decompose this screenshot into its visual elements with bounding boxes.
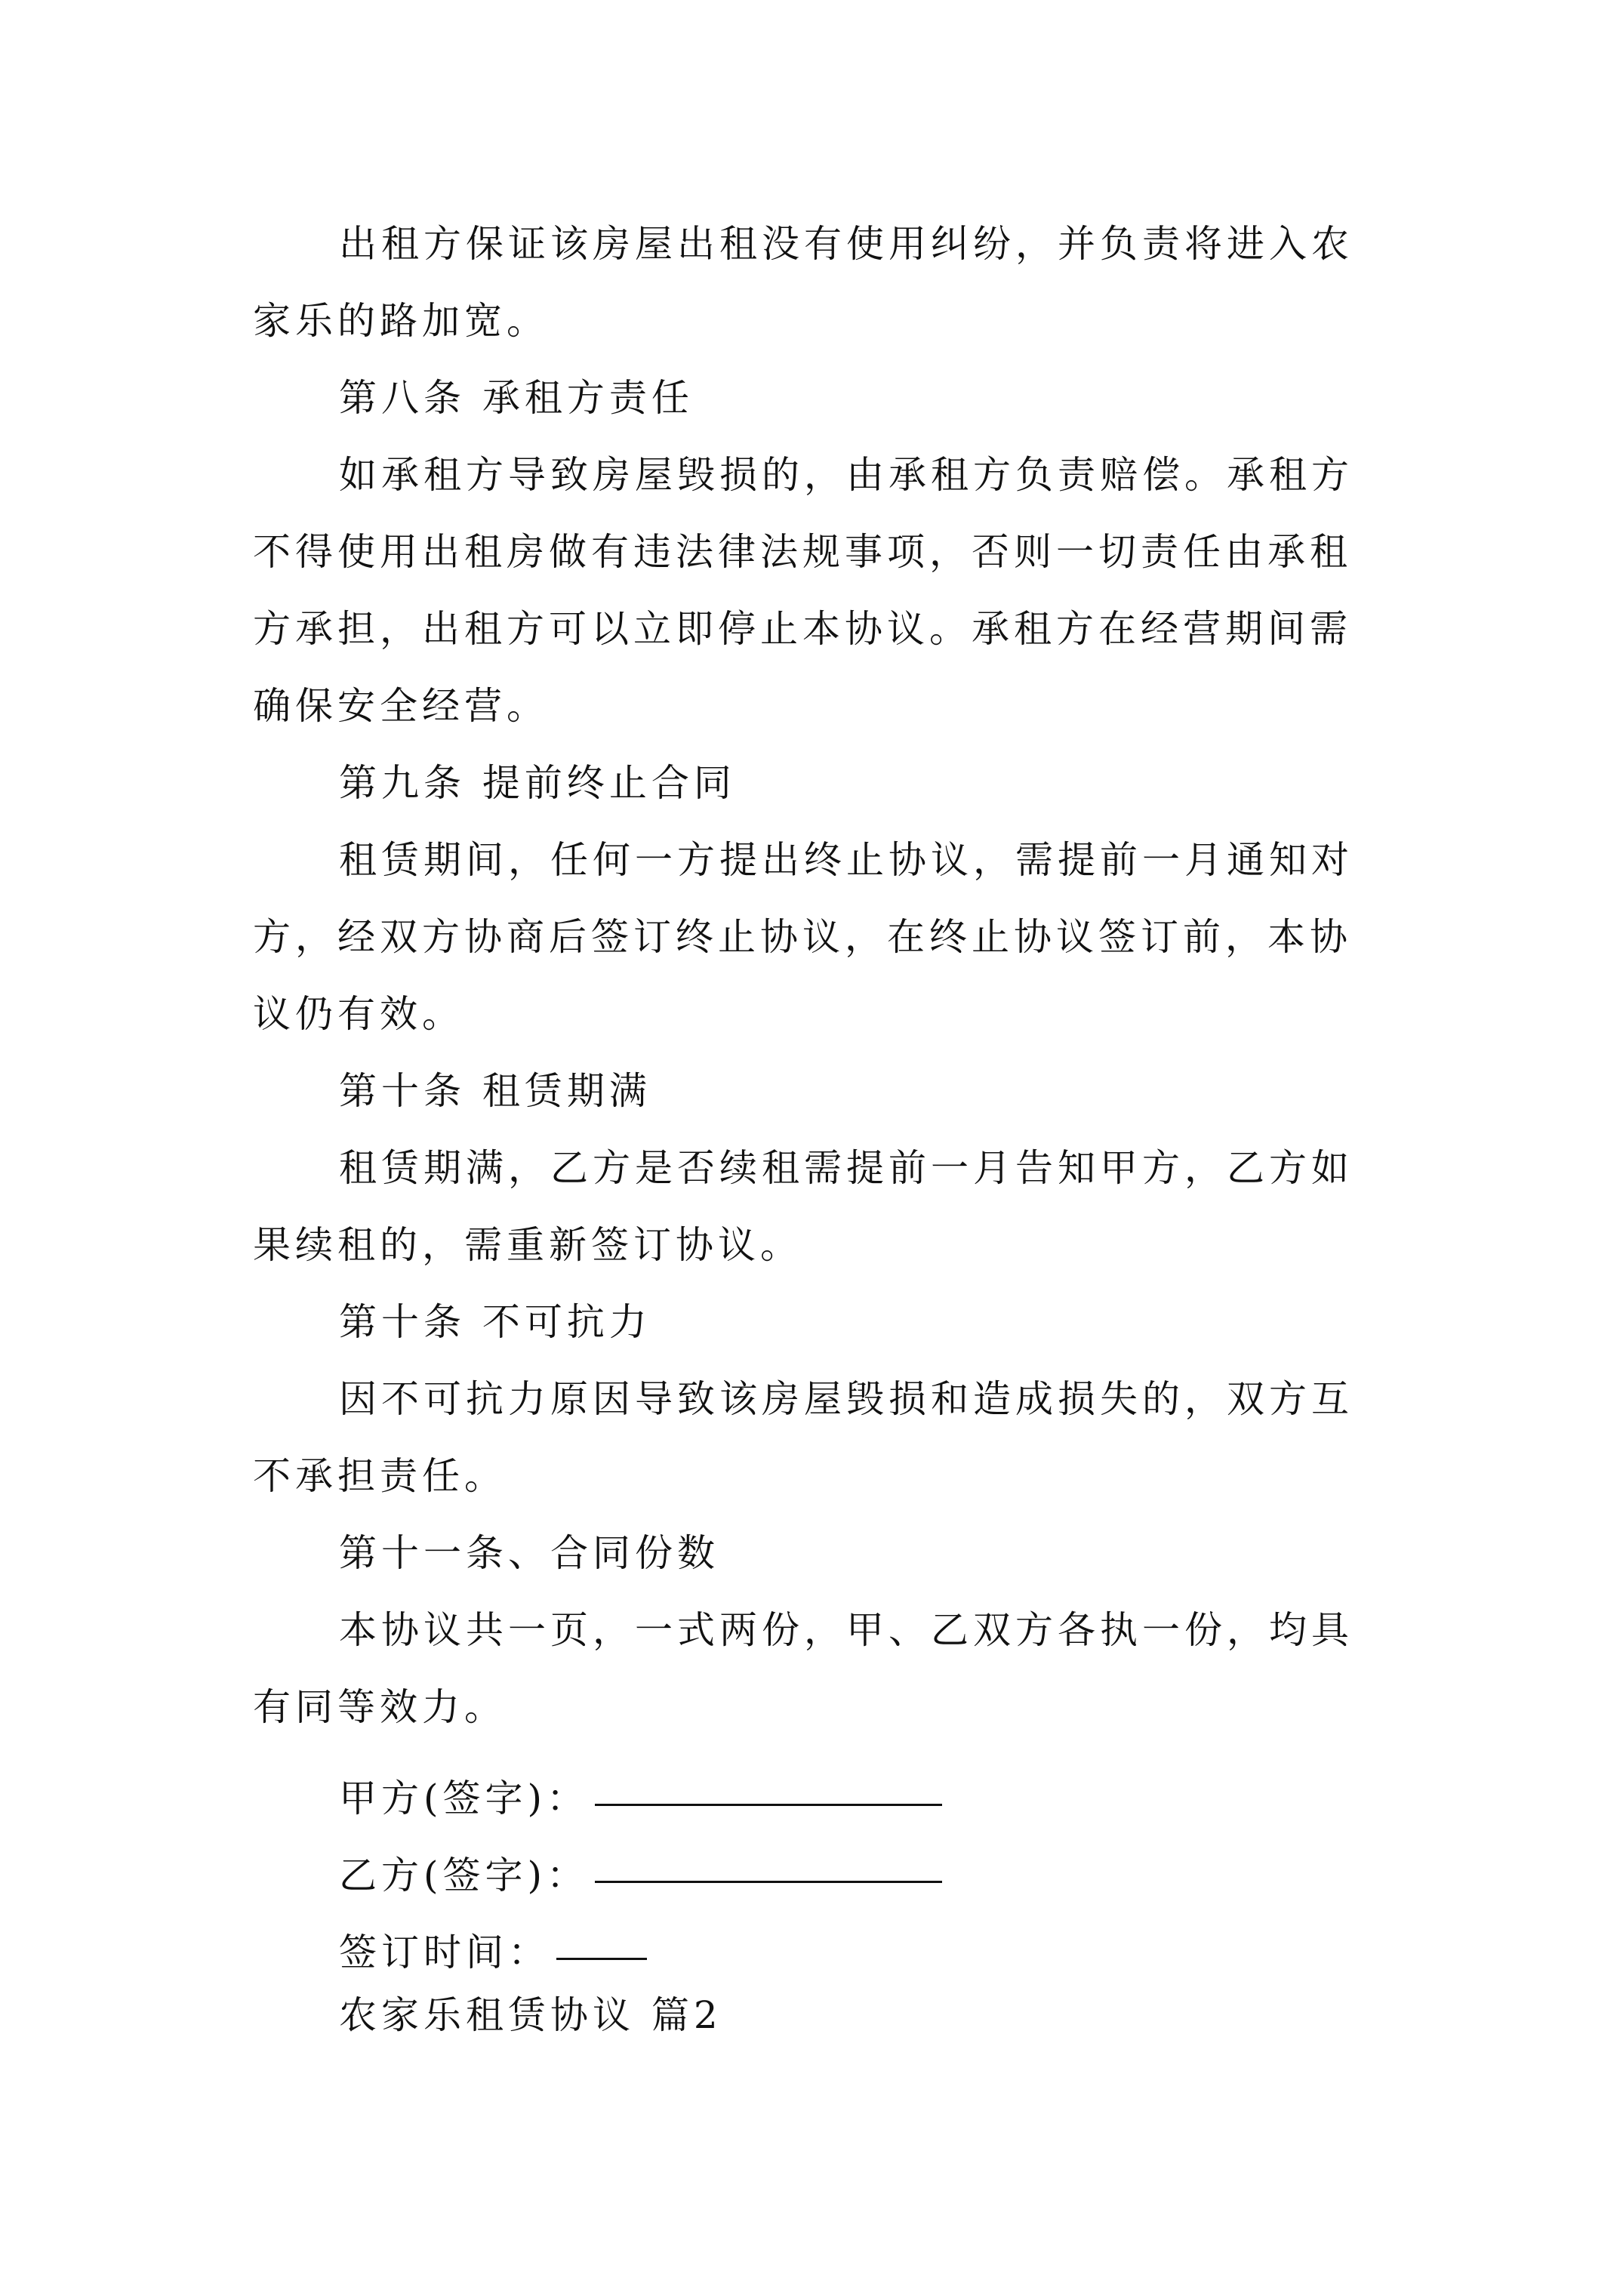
signing-date-line — [556, 1923, 647, 1960]
party-b-signature-label: 乙方(签字)： — [339, 1854, 590, 1897]
article-10-heading: 第十条 租赁期满 — [339, 1069, 651, 1113]
article-force-majeure-heading: 第十条 不可抗力 — [339, 1300, 651, 1344]
paragraph-lessor-guarantee: 出租方保证该房屋出租没有使用纠纷，并负责将进入农家乐的路加宽。 — [253, 222, 1354, 343]
next-section-title: 农家乐租赁协议 篇2 — [339, 1993, 722, 2037]
party-a-signature-line — [595, 1769, 942, 1806]
signing-date-label: 签订时间： — [339, 1931, 550, 1974]
article-11-text: 本协议共一页，一式两份，甲、乙双方各执一份，均具有同等效力。 — [253, 1608, 1354, 1729]
party-a-signature-row — [253, 1746, 1385, 1823]
party-b-signature-row — [253, 1823, 1385, 1900]
article-8-text: 如承租方导致房屋毁损的，由承租方负责赔偿。承租方不得使用出租房做有违法律法规事项，否则一切责任由承租方承担，出租方可以立即停止本协议。承租方在经营期间需确保安全经营。 — [253, 453, 1354, 728]
article-9-text: 租赁期间，任何一方提出终止协议，需提前一月通知对方，经双方协商后签订终止协议，在终止协议签订前，本协议仍有效。 — [253, 838, 1354, 1036]
article-9-heading: 第九条 提前终止合同 — [339, 761, 736, 805]
article-10-text: 租赁期满，乙方是否续租需提前一月告知甲方，乙方如果续租的，需重新签订协议。 — [253, 1146, 1354, 1267]
article-11-heading: 第十一条、合同份数 — [339, 1531, 719, 1575]
party-a-signature-label: 甲方(签字)： — [339, 1777, 590, 1820]
article-force-majeure-text: 因不可抗力原因导致该房屋毁损和造成损失的，双方互不承担责任。 — [253, 1377, 1354, 1498]
party-b-signature-line — [595, 1846, 942, 1883]
article-8-heading: 第八条 承租方责任 — [339, 376, 694, 420]
signing-date-row — [253, 1900, 1385, 1977]
document-body — [253, 205, 1385, 2054]
